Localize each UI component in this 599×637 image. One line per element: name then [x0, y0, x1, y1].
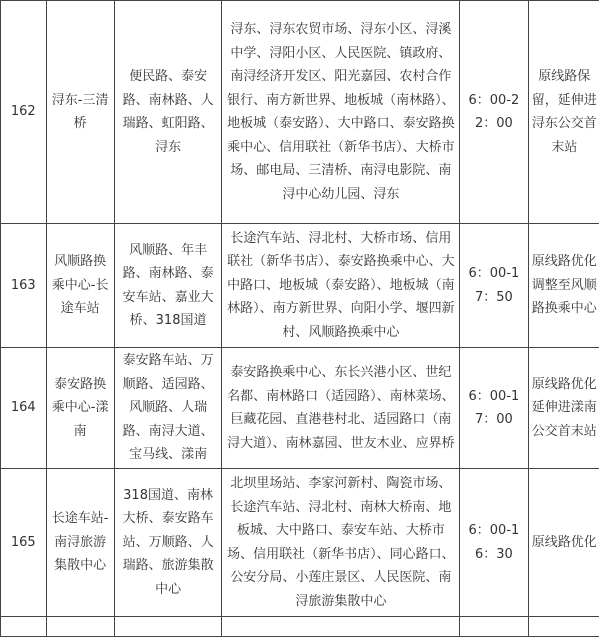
table-row	[1, 617, 599, 637]
route-remark: 原线路保留，延伸进浔东公交首末站	[528, 1, 599, 224]
route-name: 浔东-三清桥	[46, 1, 114, 224]
service-hours: 6：00-17：00	[460, 348, 528, 469]
table-row	[1, 1, 599, 224]
route-stops: 长途汽车站、浔北村、大桥市场、信用联社（新华书店）、泰安路换乘中心、大中路口、地板城（泰安路）、地板城（南林路）、南方新世界、向阳小学、堰四新村、风顺路换乘中心	[222, 224, 460, 348]
route-name: 泰安路换乘中心-漾南	[46, 348, 114, 469]
table-row	[1, 348, 599, 469]
route-stops: 浔东、浔东农贸市场、浔东小区、浔溪中学、浔阳小区、人民医院、镇政府、南浔经济开发区、阳光嘉园、农村合作银行、南方新世界、地板城（南林路）、地板城（泰安路）、大中路口、泰安路换乘中心、信用联社（新华书店）、大桥市场、邮电局、三清桥、南浔电影院、南浔中心幼儿园、浔东	[222, 1, 460, 224]
route-number: 165	[1, 469, 47, 617]
route-roads: 泰安路车站、万顺路、适园路、风顺路、人瑞路、南浔大道、宝马线、漾南	[114, 348, 222, 469]
route-stops: 泰安路换乘中心、东长兴港小区、世纪名都、南林路口（适园路）、南林菜场、巨藏花园、直港巷村北、适园路口（南浔大道）、南林嘉园、世友木业、应界桥	[222, 348, 460, 469]
table-row	[1, 224, 599, 348]
service-hours: 6：00-17：50	[460, 224, 528, 348]
route-stops: 北坝里场站、李家河新村、陶瓷市场、长途汽车站、浔北村、南林大桥南、地板城、大中路口、泰安车站、大桥市场、信用联社（新华书店）、同心路口、公安分局、小莲庄景区、人民医院、南浔旅游集散中心	[222, 469, 460, 617]
route-number: 164	[1, 348, 47, 469]
route-remark: 原线路优化延伸进漾南公交首末站	[528, 348, 599, 469]
route-remark: 原线路优化调整至风顺路换乘中心	[528, 224, 599, 348]
route-number: 163	[1, 224, 47, 348]
route-name: 风顺路换乘中心-长途车站	[46, 224, 114, 348]
route-remark: 原线路优化	[528, 469, 599, 617]
route-roads: 318国道、南林大桥、泰安路车站、万顺路、人瑞路、旅游集散中心	[114, 469, 222, 617]
route-name: 长途车站-南浔旅游集散中心	[46, 469, 114, 617]
table-row	[1, 469, 599, 617]
route-roads: 便民路、泰安路、南林路、人瑞路、虹阳路、浔东	[114, 1, 222, 224]
route-number: 162	[1, 1, 47, 224]
route-roads: 风顺路、年丰路、南林路、泰安车站、嘉业大桥、318国道	[114, 224, 222, 348]
service-hours: 6：00-16：30	[460, 469, 528, 617]
service-hours: 6：00-22：00	[460, 1, 528, 224]
